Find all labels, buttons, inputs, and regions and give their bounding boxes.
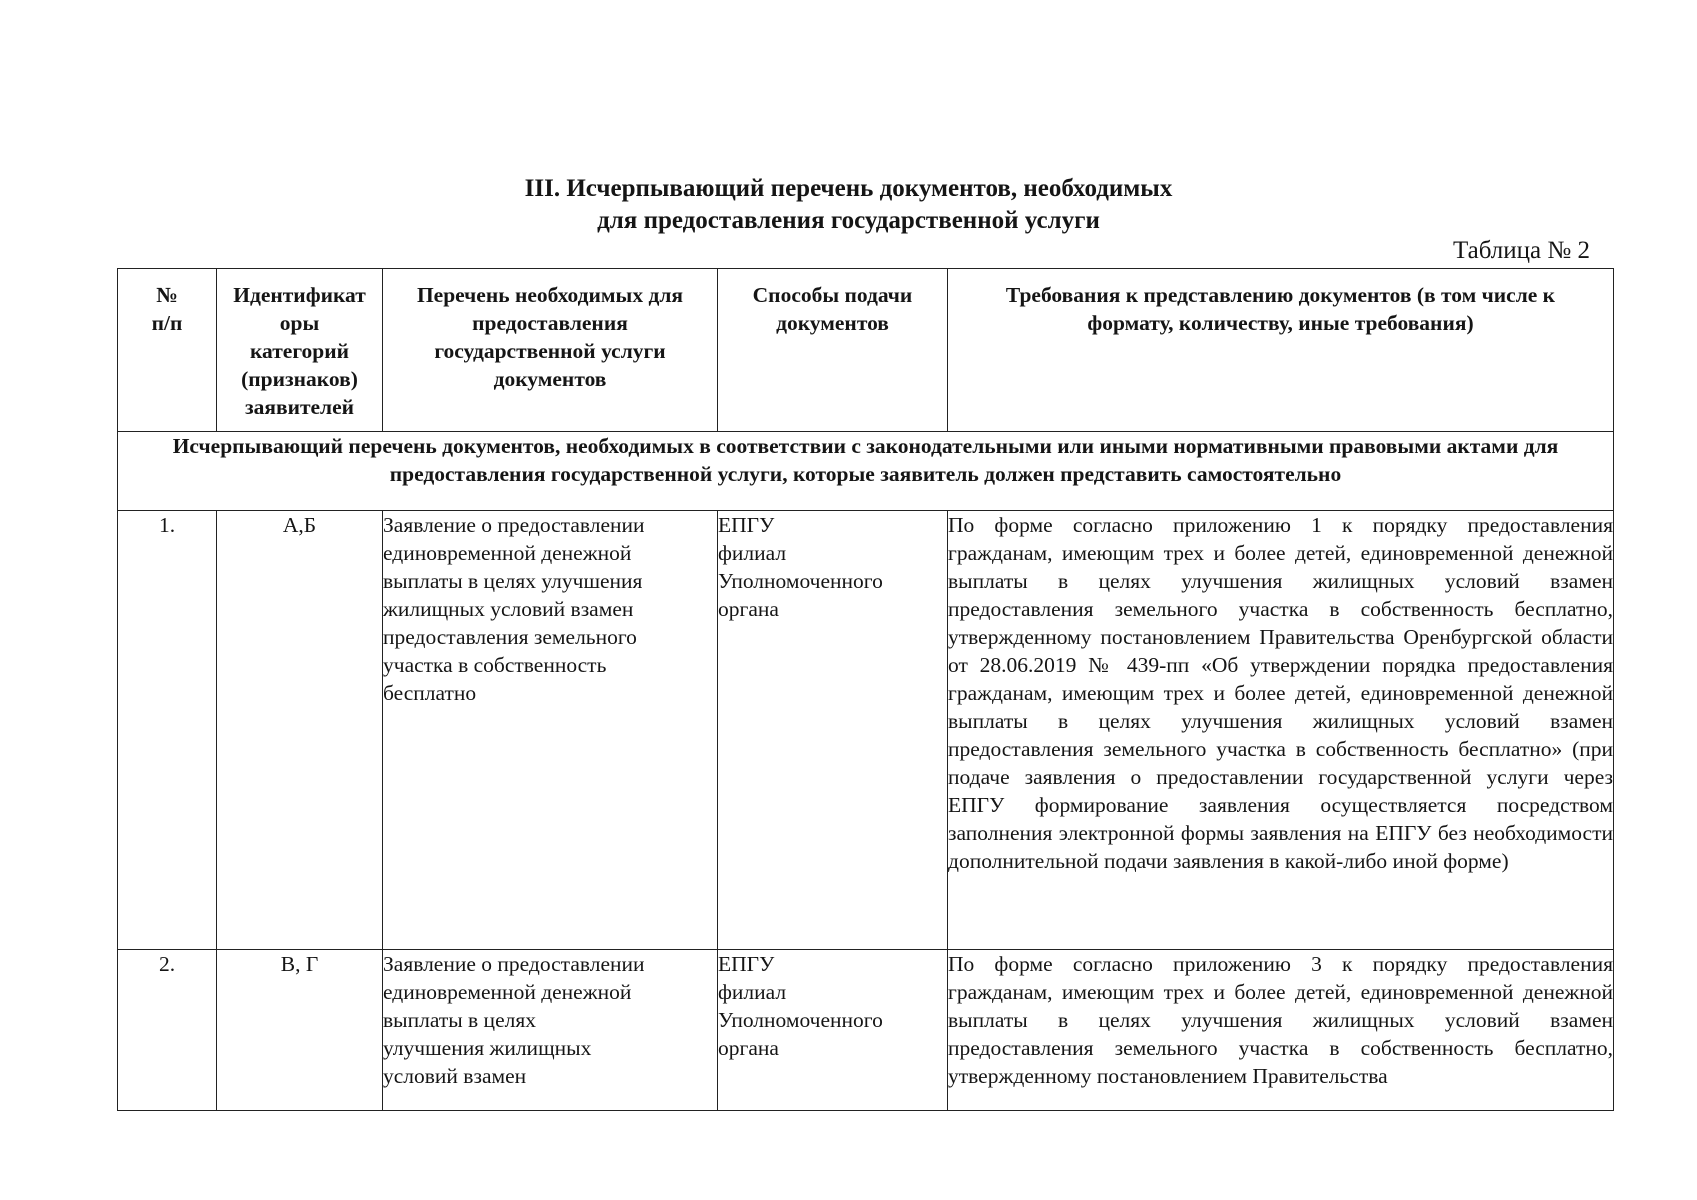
header-requirements: Требования к представлению документов (в том числе к формату, количеству, иные требования) (948, 269, 1614, 432)
row-document: Заявление о предоставлении единовременной денежной выплаты в целях улучшения жилищных условий взамен предоставления земельного участка в собственность бесплатно (383, 511, 718, 950)
row-categories: А,Б (217, 511, 383, 950)
section-title-row (118, 432, 1614, 511)
row-requirements: По форме согласно приложению 1 к порядку предоставления гражданам, имеющим трех и более детей, единовременной денежной выплаты в целях улучшения жилищных условий взамен предоставления земельного участка в собственность бесплатно, утвержденному постановлением Правительства Оренбургской области от 28.06.2019 № 439-пп «Об утверждении порядка предоставления гражданам, имеющим трех и более детей, единовременной денежной выплаты в целях улучшения жилищных условий взамен предоставления земельного участка в собственность бесплатно» (при подаче заявления о предоставлении государственной услуги через ЕПГУ формирование заявления осуществляется посредством заполнения электронной формы заявления на ЕПГУ без необходимости дополнительной подачи заявления в какой-либо иной форме) (948, 511, 1614, 950)
documents-table (117, 268, 1614, 1111)
header-methods: Способы подачи документов (718, 269, 948, 432)
header-documents: Перечень необходимых для предоставления государственной услуги документов (383, 269, 718, 432)
header-categories: Идентификат оры категорий (признаков) заявителей (217, 269, 383, 432)
table-header-row (118, 269, 1614, 432)
table-row (118, 950, 1614, 1111)
title-line-1: III. Исчерпывающий перечень документов, необходимых (524, 175, 1173, 202)
row-number: 1. (118, 511, 217, 950)
table-number-label: Таблица № 2 (1452, 237, 1590, 264)
section-title: Исчерпывающий перечень документов, необходимых в соответствии с законодательными или иными нормативными правовыми актами для предоставления государственной услуги, которые заявитель должен представить самостоятельно (118, 432, 1614, 511)
table-row (118, 511, 1614, 950)
row-requirements: По форме согласно приложению 3 к порядку предоставления гражданам, имеющим трех и более детей, единовременной денежной выплаты в целях улучшения жилищных условий взамен предоставления земельного участка в собственность бесплатно, утвержденному постановлением Правительства (948, 950, 1614, 1111)
row-methods: ЕПГУ филиал Уполномоченного органа (718, 950, 948, 1111)
row-methods: ЕПГУ филиал Уполномоченного органа (718, 511, 948, 950)
row-number: 2. (118, 950, 217, 1111)
row-document: Заявление о предоставлении единовременной денежной выплаты в целях улучшения жилищных условий взамен (383, 950, 718, 1111)
header-num: № п/п (118, 269, 217, 432)
title-line-2: для предоставления государственной услуги (597, 207, 1100, 234)
document-title (0, 173, 1697, 237)
row-categories: В, Г (217, 950, 383, 1111)
